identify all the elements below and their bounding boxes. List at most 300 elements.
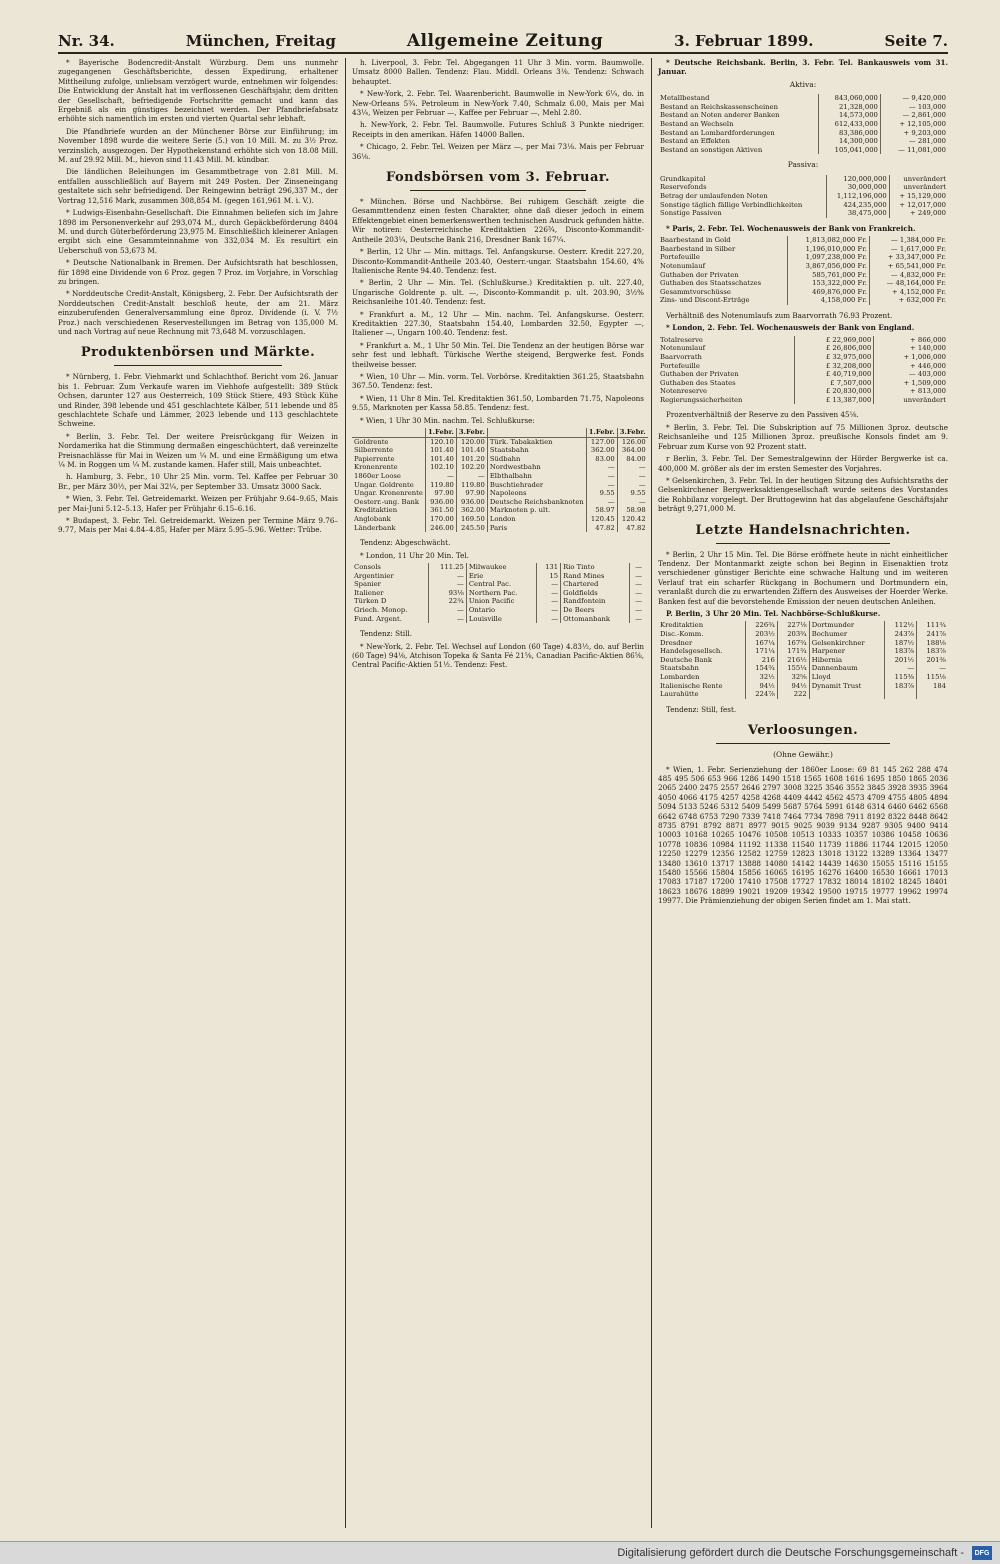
article-paragraph: * Budapest, 3. Febr. Tel. Getreidemarkt. Weizen per Termine März 9.76–9.77, Mais per Mai 4.84–4.85, Hafer per März 5.95–5.96. Wetter: Trübe. — [58, 516, 338, 535]
table-cell: Bestand an Effekten — [658, 137, 818, 146]
table-cell: London — [487, 515, 586, 524]
table-cell: 97.90 — [425, 489, 456, 498]
table-cell: Baarbestand in Gold — [658, 236, 788, 245]
table-cell: + 249,000 — [910, 209, 946, 218]
table-cell: + 65,541,000 Fr. — [887, 261, 946, 270]
table-cell: 183⅞ — [885, 647, 917, 656]
table-row — [352, 580, 644, 589]
table-cell: 612,433,000 — [818, 120, 880, 129]
table-cell: 15 — [537, 572, 561, 581]
column-rule — [345, 58, 346, 1528]
table-cell: — — [425, 472, 456, 481]
table-cell: 84.00 — [626, 454, 646, 463]
table-row — [658, 344, 948, 353]
table-cell: Guthaben der Privaten — [658, 370, 795, 379]
table-cell: 936.00 — [425, 498, 456, 507]
table-cell: — — [537, 597, 561, 606]
paris-note: Verhältniß des Notenumlaufs zum Baarvorrath 76.93 Prozent. — [666, 310, 893, 320]
table-cell: Metallbestand — [658, 94, 818, 103]
table-cell: Deutsche Bank — [658, 656, 745, 665]
lottery-numbers: * Wien, 1. Febr. Serienziehung der 1860er Loose: 69 81 145 262 288 474 485 495 506 653 966 1286 1490 1518 1565 1608 1616 1695 1850 1865 2036 2065 2400 2475 2557 2646 2797 3008 3225 3546 3552 3845 3928 3935 3964 4050 4066 4175 4257 4258 4268 4409 4442 4562 4573 4709 4755 4805 4894 5094 5133 5246 5312 5409 5499 5687 5764 5991 6148 6314 6460 6462 6568 6642 6748 6753 7290 7339 7418 7464 7734 7898 7911 8192 8322 8448 8642 8735 8791 8792 8871 8977 9015 9025 9039 9134 9287 9305 9400 9414 10003 10168 10265 10476 10508 10513 10333 10357 10386 10458 10636 10778 10836 10984 11192 11338 11540 11739 11886 11744 12015 12050 12250 12279 12356 12582 12759 12823 13018 13122 13289 13364 13477 13480 13610 13717 13888 14080 14142 14439 14630 15055 15116 15155 15480 15566 15804 15856 16065 16195 16276 16400 16530 16661 17013 17083 17187 17200 17410 17508 17727 17832 18014 18102 18245 18401 18623 18676 18899 19021 19209 19342 19500 19715 19777 19962 19974 19977. Die Prämienziehung der obigen Serien findet am 1. Mai statt. — [658, 764, 948, 906]
table-cell: Dannenbaum — [809, 664, 884, 673]
table-cell: 101.20 — [456, 455, 487, 464]
table-cell: — — [537, 606, 561, 615]
table-cell: Deutsche Reichsbanknoten — [487, 498, 586, 507]
table-cell: — — [635, 597, 642, 606]
table-cell: 167¾ — [777, 639, 809, 648]
table-cell: Lombarden — [658, 673, 745, 682]
table-cell: — — [638, 471, 646, 480]
table-cell: 362.00 — [586, 446, 617, 455]
table-cell: 3,867,056,000 Fr. — [788, 262, 869, 271]
table-cell: 120,000,000 — [826, 175, 889, 184]
article-paragraph: h. Hamburg, 3. Febr., 10 Uhr 25 Min. vorm. Tel. Kaffee per Februar 30 Br., per März 30½, per Mai 32¼, per September 33. Umsatz 3000 Sack. — [58, 472, 338, 491]
nachboerse-title: P. Berlin, 3 Uhr 20 Min. Tel. Nachbörse-Schlußkurse. — [666, 608, 881, 618]
table-cell: £ 26,806,000 — [795, 344, 874, 353]
table-cell: 1860er Loose — [352, 472, 425, 481]
reichsbank-liabilities-table — [658, 175, 948, 218]
table-cell: 167¼ — [745, 639, 777, 648]
table-row — [658, 183, 948, 192]
table-cell: — — [428, 580, 466, 589]
article-paragraph: * Chicago, 2. Febr. Tel. Weizen per März —, per Mai 73⅛. Mais per Februar 36⅛. — [352, 142, 644, 161]
london-bank-note: Prozentverhältniß der Reserve zu den Passiven 45⅛. — [666, 410, 859, 420]
article-paragraph: * Bayerische Bodencredit-Anstalt Würzburg. Dem uns nunmehr zugegangenen Geschäftsberichte, dessen Expedirung, erhaltener Mittheilung zufolge, unliebsam verzögert wurde, entnehmen wir folgendes: Die Entwicklung der Anstalt hat im verflossenen Geschäftsjahr, dem dritten der Gesellschaft, befriedigende Fortschritte gemacht und kann das Ergebniß als ein günstiges bezeichnet werden. Der Pfandbriefabsatz erhöhte sich namentlich im ersten und vierten Quartal sehr lebhaft. — [58, 58, 338, 124]
table-row — [352, 597, 644, 606]
table-body — [352, 563, 644, 623]
table-cell: + 33,347,000 Fr. — [887, 253, 946, 262]
table-cell: + 12,017,000 — [899, 200, 946, 209]
table-cell: 169.50 — [456, 515, 487, 524]
table-row — [352, 498, 648, 507]
table-cell: Portefeuille — [658, 253, 788, 262]
table-cell: 1,813,082,000 Fr. — [788, 236, 869, 245]
article-paragraph: * Nürnberg, 1. Febr. Viehmarkt und Schlachthof. Bericht vom 26. Januar bis 1. Februar. Zum Verkaufe waren im Viehhofe aufgestellt: 389 Stück Ochsen, darunter 127 aus Oesterreich, 109 Stück Stiere, 493 Stück Kühe und Rinder, 398 lebende und 451 geschlachtete Kälber, 511 lebende und 85 geschlachtete Schafe und Lämmer, 2023 lebende und 113 geschlachtete Schweine. — [58, 372, 338, 429]
table-cell: + 1,509,000 — [903, 378, 946, 387]
column-2 — [352, 58, 644, 1528]
table-cell: Kreditaktien — [352, 506, 425, 515]
table-row — [658, 103, 948, 112]
table-cell: Napoleons — [487, 489, 586, 498]
table-cell: 119.80 — [456, 481, 487, 490]
table-cell: — — [635, 562, 642, 571]
table-cell: 102.10 — [425, 463, 456, 472]
table-cell: Guthaben der Privaten — [658, 271, 788, 280]
table-cell: — — [638, 463, 646, 472]
table-cell: Bochumer — [809, 630, 884, 639]
table-cell: Baarbestand in Silber — [658, 245, 788, 254]
section-heading-funds: Fondsbörsen vom 3. Februar. — [352, 169, 644, 191]
table-cell: Oesterr.-ung. Bank — [352, 498, 425, 507]
table-cell — [917, 690, 948, 699]
table-cell: 22¾ — [428, 597, 466, 606]
table-cell: 183⅞ — [885, 682, 917, 691]
wien-quotes-table — [352, 428, 648, 532]
table-cell: Spanier — [352, 580, 428, 589]
table-cell: 585,761,000 Fr. — [788, 271, 869, 280]
table-cell: 14,573,000 — [818, 111, 880, 120]
table-cell: Goldrente — [352, 437, 425, 446]
table-cell: 154¾ — [745, 664, 777, 673]
table-row — [658, 245, 948, 254]
table-cell: — — [586, 463, 617, 472]
tendency-note: Tendenz: Still. — [360, 629, 413, 639]
table-row — [658, 94, 948, 103]
table-cell: 469,876,000 Fr. — [788, 288, 869, 297]
article-paragraph: h. New-York, 2. Febr. Tel. Baumwolle. Futures Schluß 3 Punkte niedriger. Receipts in den amerikan. Häfen 14000 Ballen. — [352, 120, 644, 139]
table-cell: — — [586, 472, 617, 481]
table-cell: 9.55 — [586, 489, 617, 498]
table-row — [658, 639, 948, 648]
table-cell: £ 13,387,000 — [795, 396, 874, 405]
table-cell: 120.45 — [586, 515, 617, 524]
table-cell: + 4,152,000 Fr. — [892, 287, 946, 296]
table-row — [658, 630, 948, 639]
table-row — [352, 472, 648, 481]
table-cell: — 1,617,000 Fr. — [890, 244, 946, 253]
table-row — [352, 524, 648, 533]
table-cell: £ 32,208,000 — [795, 362, 874, 371]
table-cell: — — [428, 606, 466, 615]
table-cell: Hibernia — [809, 656, 884, 665]
table-cell: 30,000,000 — [826, 183, 889, 192]
table-cell: Türk. Tabakaktien — [487, 437, 586, 446]
table-cell: £ 7,507,000 — [795, 379, 874, 388]
table-cell: Kreditaktien — [658, 621, 745, 630]
table-row — [352, 481, 648, 490]
table-cell: 364.00 — [621, 446, 646, 455]
table-cell: Silberrente — [352, 446, 425, 455]
london-bank-title: * London, 2. Febr. Tel. Wochenausweis der Bank von England. — [666, 323, 915, 333]
table-cell: 127.00 — [586, 437, 617, 446]
table-cell: 120.10 — [425, 437, 456, 446]
table-cell: Rand Mines — [561, 572, 629, 581]
table-cell: Staatsbahn — [658, 664, 745, 673]
table-cell: — 403,000 — [908, 370, 946, 379]
table-cell: Dresdner — [658, 639, 745, 648]
table-cell: — — [635, 580, 642, 589]
table-cell: Paris — [487, 524, 586, 533]
table-cell: 38,475,000 — [826, 209, 889, 218]
table-cell: 111¾ — [926, 621, 946, 630]
table-cell: 119.80 — [425, 481, 456, 490]
table-row — [352, 515, 648, 524]
table-cell: Erie — [466, 572, 537, 581]
issue-date: 3. Februar 1899. — [674, 32, 814, 50]
table-cell: 203½ — [745, 630, 777, 639]
table-cell: 47.82 — [586, 524, 617, 533]
table-cell: 1,112,196,000 — [826, 192, 889, 201]
table-row — [658, 362, 948, 371]
page-header — [58, 30, 948, 54]
table-cell: — — [885, 664, 917, 673]
table-cell: 111.25 — [428, 563, 466, 572]
article-paragraph: * Norddeutsche Credit-Anstalt, Königsberg, 2. Febr. Der Aufsichtsrath der Norddeutschen Credit-Anstalt beschloß heute, der am 21. März einzuberufenden Generalversammlung eine 8proz. Dividende (i. V. 7½ Proz.) nach verschiedenen Reservestellungen im Betrag von 135,000 M. und nach Vortrag auf neue Rechnung mit 73,648 M. vorzuschlagen. — [58, 289, 338, 336]
column-1 — [58, 58, 338, 1528]
table-cell: Louisville — [466, 615, 537, 624]
table-cell: 155¼ — [777, 664, 809, 673]
column-header: 3.Febr. — [617, 428, 647, 437]
table-cell: 216½ — [777, 656, 809, 665]
table-cell: 115⅛ — [926, 672, 946, 681]
table-row — [352, 589, 644, 598]
table-cell: + 12,105,000 — [899, 120, 946, 128]
table-cell: — — [635, 614, 642, 623]
table-cell: 32⅝ — [777, 673, 809, 682]
article-paragraph: * New-York, 2. Febr. Tel. Wechsel auf London (60 Tage) 4.83½, do. auf Berlin (60 Tage) 94⅛, Atchison Topeka & Santa Fé 21⅝, Canadian Pacific-Aktien 86⅝, Central Pacific-Aktien 51½. Tendenz: Fest. — [352, 641, 644, 670]
table-cell: 94½ — [777, 682, 809, 691]
reichsbank-title: * Deutsche Reichsbank. Berlin, 3. Febr. Tel. Bankausweis vom 31. Januar. — [658, 58, 948, 77]
table-row — [658, 120, 948, 129]
table-cell: 58.97 — [586, 506, 617, 515]
article-paragraph: Die ländlichen Beleihungen im Gesammtbetrage von 2.81 Mill. M. entfallen ausschließlich auf Bayern mit 249 Posten. Der Zinseneingang gestaltete sich sehr befriedigend. Der Reingewinn beträgt 296,337 M., der Vortrag 12,516 Mark, zusammen 308,854 M. (gegen 161,961 M. i. V.). — [58, 167, 338, 205]
table-cell: Staatsbahn — [487, 446, 586, 455]
table-row — [658, 387, 948, 396]
table-cell: Nordwestbahn — [487, 463, 586, 472]
table-cell: — 4,832,000 Fr. — [890, 270, 946, 279]
table-row — [352, 572, 644, 581]
table-cell: Italienische Rente — [658, 682, 745, 691]
table-cell: Buschtiehrader — [487, 481, 586, 490]
table-cell: + 866,000 — [910, 335, 946, 344]
table-row — [352, 455, 648, 464]
table-cell: — — [638, 480, 646, 489]
liabilities-subheading: Passiva: — [787, 160, 819, 170]
table-cell: — — [537, 615, 561, 624]
table-cell: Northern Pac. — [466, 589, 537, 598]
table-body — [352, 437, 648, 532]
table-row — [658, 192, 948, 201]
table-cell: Ontario — [466, 606, 537, 615]
table-cell: Anglobank — [352, 515, 425, 524]
digitization-footer — [0, 1541, 1000, 1564]
table-row — [352, 489, 648, 498]
table-cell: Notenumlauf — [658, 344, 795, 353]
table-row — [352, 606, 644, 615]
table-cell: 1,097,238,000 Fr. — [788, 253, 869, 262]
table-cell: Union Pacific — [466, 597, 537, 606]
section-heading-latest: Letzte Handelsnachrichten. — [658, 522, 948, 544]
table-cell: 102.20 — [456, 463, 487, 472]
table-cell: 246.00 — [425, 524, 456, 533]
table-cell: Türken D — [352, 597, 428, 606]
table-cell: 226¾ — [745, 621, 777, 630]
table-cell: 9.55 — [630, 489, 646, 498]
table-cell: Griech. Monop. — [352, 606, 428, 615]
table-cell: 21,328,000 — [818, 103, 880, 112]
table-cell: 362.00 — [456, 506, 487, 515]
table-cell: Notenumlauf — [658, 262, 788, 271]
table-cell: 101.40 — [425, 455, 456, 464]
table-row — [658, 296, 948, 305]
column-header: 1.Febr. — [586, 428, 617, 437]
table-cell: 101.40 — [456, 446, 487, 455]
table-row — [658, 129, 948, 138]
table-cell: — — [635, 588, 642, 597]
table-cell: Kronenrente — [352, 463, 425, 472]
table-row — [658, 111, 948, 120]
table-cell: + 813,000 — [910, 387, 946, 396]
tendency-note: Tendenz: Abgeschwächt. — [360, 538, 451, 548]
table-cell: Milwaukee — [466, 563, 537, 572]
table-cell: Disc.-Komm. — [658, 630, 745, 639]
funds-section — [352, 197, 644, 413]
table-cell: 171¼ — [745, 647, 777, 656]
table-cell: Randfontein — [561, 597, 629, 606]
table-cell: 83,386,000 — [818, 129, 880, 138]
table-cell: 227⅛ — [777, 621, 809, 630]
table-cell: £ 32,975,000 — [795, 353, 874, 362]
column-header: 1.Febr. — [425, 428, 456, 437]
table-row — [658, 353, 948, 362]
table-cell: 32½ — [745, 673, 777, 682]
table-cell: £ 20,830,000 — [795, 387, 874, 396]
column-rule — [651, 58, 652, 1528]
table-cell: 222 — [777, 690, 809, 699]
table-cell: 843,060,000 — [818, 94, 880, 103]
section-heading-markets: Produktenbörsen und Märkte. — [58, 344, 338, 366]
article-paragraph: * Deutsche Nationalbank in Bremen. Der Aufsichtsrath hat beschlossen, für 1898 eine Dividende von 6 Proz. gegen 7 Proz. im Vorjahre, in Vorschlag zu bringen. — [58, 258, 338, 286]
table-cell: Bestand an Lombardforderungen — [658, 129, 818, 138]
column-header: 3.Febr. — [456, 428, 487, 437]
table-cell: Baarvorrath — [658, 353, 795, 362]
article-paragraph: * Berlin, 12 Uhr — Min. mittags. Tel. Anfangskurse. Oesterr. Kredit 227.20, Disconto-Kommandit-Antheile 203.40, Oesterr.-ungar. Staatsbahn 154.60, 4% Italienische Rente 94.40. Tendenz: fest. — [352, 247, 644, 275]
table-cell: 131 — [537, 563, 561, 572]
table-cell: Laurahütte — [658, 690, 745, 699]
table-cell: — — [456, 472, 487, 481]
table-row — [658, 682, 948, 691]
table-cell — [885, 690, 917, 699]
table-cell: 361.50 — [425, 506, 456, 515]
cable-reports — [352, 58, 644, 161]
newspaper-title: Allgemeine Zeitung — [406, 31, 604, 51]
table-cell: unverändert — [903, 183, 946, 192]
table-row — [658, 379, 948, 388]
table-cell: 58.98 — [626, 506, 646, 515]
table-cell: — 1,384,000 Fr. — [890, 236, 946, 245]
table-cell: 97.90 — [456, 489, 487, 498]
article-paragraph: * Frankfurt a. M., 1 Uhr 50 Min. Tel. Die Tendenz an der heutigen Börse war sehr fest und lebhaft. Türkische Werthe steigend, Bergwerke fest. Fonds theilweise besser. — [352, 340, 644, 369]
table-cell: — 281,000 — [908, 137, 946, 146]
table-cell: Sonstige Passiven — [658, 209, 826, 218]
table-cell: Italiener — [352, 589, 428, 598]
table-cell: 936.00 — [456, 498, 487, 507]
table-cell: £ 22,969,000 — [795, 336, 874, 345]
table-cell: Portefeuille — [658, 362, 795, 371]
table-cell: Harpener — [809, 647, 884, 656]
table-cell: Zins- und Discont-Erträge — [658, 296, 788, 305]
article-paragraph: * Wien, 11 Uhr 8 Min. Tel. Kreditaktien 361.50, Lombarden 71.75, Napoleons 9.55, Marknoten per Kassa 58.85. Tendenz: fest. — [352, 393, 644, 413]
table-cell: Elbthalbahn — [487, 472, 586, 481]
table-cell: — — [638, 497, 646, 506]
footer-credit: Digitalisierung gefördert durch die Deutsche Forschungsgemeinschaft - — [617, 1547, 964, 1559]
table-cell: 183⅞ — [926, 647, 946, 656]
article-paragraph: * Berlin, 2 Uhr — Min. Tel. (Schlußkurse.) Kreditaktien p. ult. 227.40, Ungarische Goldrente p. ult. —, Disconto-Kommandit p. ult. 203.90, 3½% Reichsanleihe 101.40. Tendenz: fest. — [352, 278, 644, 307]
table-cell: Guthaben des Staates — [658, 379, 795, 388]
table-cell: 4,158,000 Fr. — [788, 296, 869, 305]
table-row — [658, 279, 948, 288]
paris-bank-title: * Paris, 2. Febr. Tel. Wochenausweis der Bank von Frankreich. — [666, 223, 916, 233]
table-cell: 224⅞ — [745, 690, 777, 699]
table-cell: 201⅜ — [926, 655, 946, 664]
table-cell: 120.00 — [456, 437, 487, 446]
table-cell: 245.50 — [456, 524, 487, 533]
table-cell: Regierungssicherheiten — [658, 396, 795, 405]
article-paragraph: * New-York, 2. Febr. Tel. Waarenbericht. Baumwolle in New-York 6¼, do. in New-Orleans 5¾. Petroleum in New-York 7.40, Schmalz 6.00, Mais per Mai 43¼, Weizen per Februar —, Kaffee per Februar —, Mehl 2.80. — [352, 89, 644, 118]
column-3 — [658, 58, 948, 1528]
table-cell: £ 40,719,000 — [795, 370, 874, 379]
table-cell: + 140,000 — [910, 344, 946, 353]
article-paragraph: * Berlin, 3. Febr. Tel. Der weitere Preisrückgang für Weizen in Nordamerika hat die Stimmung dermaßen eingeschüchtert, daß vereinzelte Preisnachlässe für Mai in Weizen um ¼ M. und eine Ermäßigung um etwa ¼ M. in Roggen um ¼ M. zustande kamen. Hafer still, Mais unbeachtet. — [58, 431, 338, 470]
table-cell: + 15,129,000 — [899, 191, 946, 200]
table-row — [658, 673, 948, 682]
table-cell: Betrag der umlaufenden Noten — [658, 192, 826, 201]
table-cell: Grundkapital — [658, 175, 826, 184]
table-cell: — — [428, 615, 466, 624]
table-cell: 14,300,000 — [818, 137, 880, 146]
table-cell: 120.42 — [621, 514, 646, 523]
table-cell: Fund. Argent. — [352, 615, 428, 624]
table-cell: 112½ — [885, 621, 917, 630]
table-cell: 93⅛ — [428, 589, 466, 598]
table-cell: — — [537, 589, 561, 598]
table-cell: Lloyd — [809, 673, 884, 682]
table-cell: — 11,081,000 — [898, 145, 946, 154]
table-cell: 201½ — [885, 656, 917, 665]
table-title: * London, 11 Uhr 20 Min. Tel. — [360, 550, 469, 560]
table-row — [352, 615, 644, 624]
page-number: Seite 7. — [884, 32, 948, 50]
table-cell: Papierrente — [352, 455, 425, 464]
table-cell: Argentinier — [352, 572, 428, 581]
table-cell: unverändert — [903, 395, 946, 404]
table-cell: — 2,861,000 — [902, 111, 946, 120]
issue-number: Nr. 34. — [58, 32, 115, 50]
table-row — [352, 446, 648, 455]
table-row — [352, 563, 644, 572]
table-row — [658, 621, 948, 630]
table-cell: + 446,000 — [910, 361, 946, 370]
table-row — [658, 336, 948, 345]
company-reports — [58, 58, 338, 336]
table-cell: + 632,000 Fr. — [898, 296, 946, 305]
table-row — [352, 506, 648, 515]
table-row — [352, 463, 648, 472]
table-cell: 241⅞ — [926, 629, 946, 638]
article-paragraph: Die Pfandbriefe wurden an der Münchener Börse zur Einführung; im November 1898 wurde die weitere Serie (5.) von 10 Mill. M. zu 3½ Proz. verzinslich, ausgezogen. Der Hypothekenstand erhöhte sich von 18.08 Mill. M. auf 29.92 Mill. M., hievon sind 11.43 Mill. M. kündbar. — [58, 126, 338, 165]
table-cell: Consols — [352, 563, 428, 572]
table-row — [658, 664, 948, 673]
table-cell: 171¾ — [777, 647, 809, 656]
section-heading-lottery: Verloosungen. — [658, 722, 948, 744]
table-cell: 188⅛ — [926, 638, 946, 647]
table-row — [658, 201, 948, 210]
article-paragraph: * Frankfurt a. M., 12 Uhr — Min. nachm. Tel. Anfangskurse. Oesterr. Kreditaktien 227.30, Staatsbahn 154.40, Lombarden 32.50, Egypter —, Italiener —, Ungarn 100.40. Tendenz: fest. — [352, 309, 644, 338]
article-paragraph: * Wien, 10 Uhr — Min. vorm. Tel. Vorbörse. Kreditaktien 361.25, Staatsbahn 367.50. Tendenz: fest. — [352, 371, 644, 391]
reichsbank-assets-table — [658, 94, 948, 154]
table-cell: 94½ — [745, 682, 777, 691]
article-paragraph: * Berlin, 3. Febr. Tel. Die Subskription auf 75 Millionen 3proz. deutsche Reichsanleihe und 125 Millionen 3proz. preußische Konsols findet am 9. Februar zum Kurse von 92 Prozent statt. — [658, 422, 948, 451]
table-row — [658, 647, 948, 656]
article-paragraph: r Berlin, 3. Febr. Tel. Der Semestralgewinn der Hörder Bergwerke ist ca. 400,000 M. größer als der im ersten Semester des Vorjahres. — [658, 454, 948, 473]
table-cell: — 9,420,000 — [902, 94, 946, 103]
table-cell: Sonstige täglich fällige Verbindlichkeiten — [658, 201, 826, 210]
table-cell: — 48,164,000 Fr. — [886, 279, 946, 288]
table-cell: Bestand an Noten anderer Banken — [658, 111, 818, 120]
table-cell: 170.00 — [425, 515, 456, 524]
table-header-row — [352, 428, 648, 437]
table-cell: Rio Tinto — [561, 563, 629, 572]
